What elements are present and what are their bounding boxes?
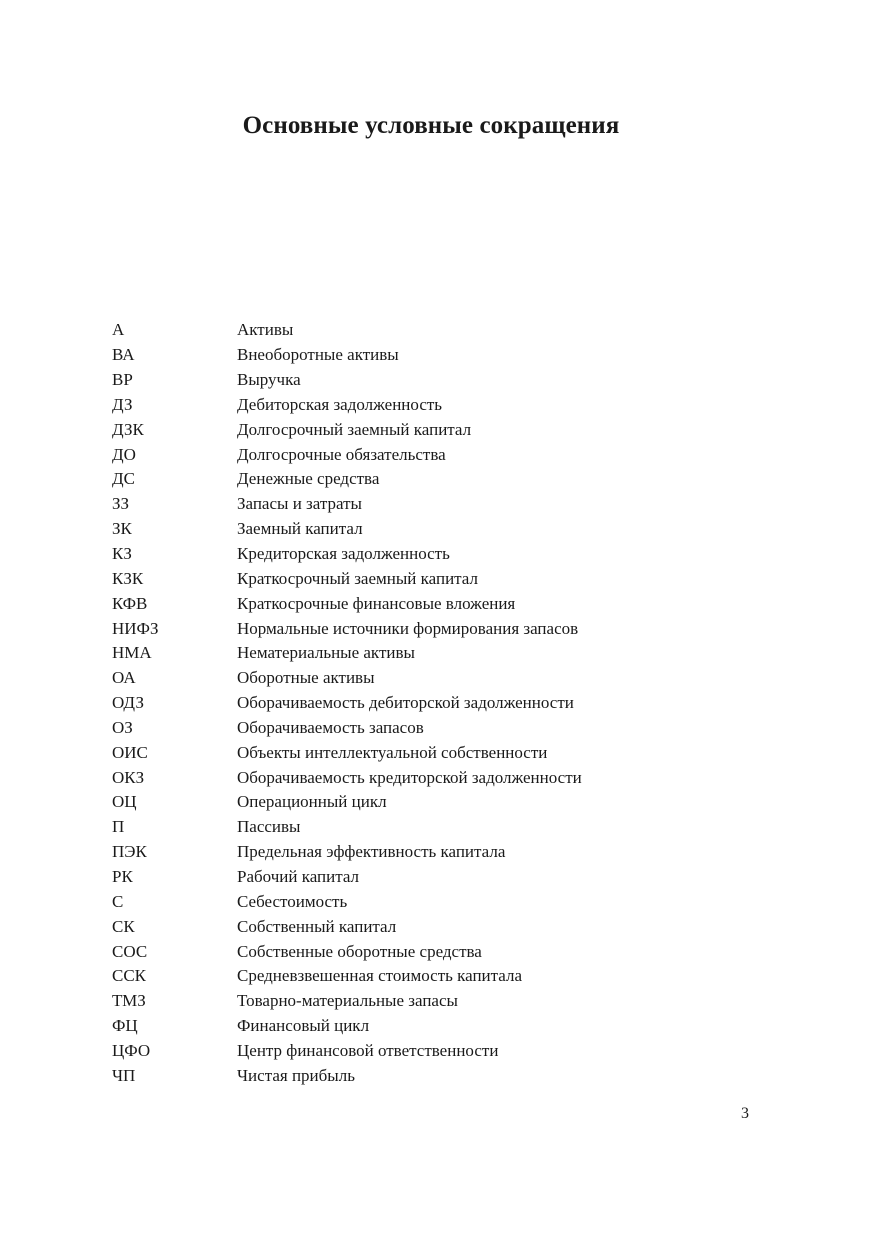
abbreviation-meaning: Денежные средства	[237, 469, 380, 489]
abbreviation-meaning: Собственные оборотные средства	[237, 941, 482, 961]
abbreviation-code: ОИС	[112, 742, 148, 762]
abbreviation-row	[112, 815, 582, 840]
abbreviation-meaning: Оборачиваемость дебиторской задолженности	[237, 693, 574, 713]
abbreviation-meaning: Себестоимость	[237, 891, 348, 911]
abbreviation-code: ЧП	[112, 1065, 136, 1085]
abbreviation-code: ДС	[112, 469, 135, 489]
abbreviation-row	[112, 790, 582, 815]
abbreviation-code: ФЦ	[112, 1016, 138, 1036]
abbreviation-code: НИФЗ	[112, 618, 159, 638]
abbreviation-code: ВА	[112, 345, 135, 365]
abbreviation-row	[112, 716, 582, 741]
abbreviation-code: СОС	[112, 941, 148, 961]
abbreviation-meaning: Краткосрочные финансовые вложения	[237, 593, 516, 613]
page-number: 3	[741, 1105, 749, 1122]
abbreviation-row	[112, 889, 582, 914]
abbreviation-meaning: Объекты интеллектуальной собственности	[237, 742, 548, 762]
abbreviation-row	[112, 566, 582, 591]
abbreviation-code: ОКЗ	[112, 767, 145, 787]
abbreviation-meaning: Оборачиваемость запасов	[237, 717, 424, 737]
abbreviation-row	[112, 765, 582, 790]
abbreviation-code: КЗ	[112, 544, 132, 564]
abbreviation-row	[112, 393, 582, 418]
abbreviation-list	[112, 318, 582, 1088]
abbreviation-row	[112, 368, 582, 393]
abbreviation-row	[112, 1038, 582, 1063]
abbreviation-row	[112, 616, 582, 641]
page-title: Основные условные сокращения	[242, 112, 620, 139]
abbreviation-code: ВР	[112, 370, 133, 390]
abbreviation-code: КЗК	[112, 568, 144, 588]
abbreviation-row	[112, 542, 582, 567]
abbreviation-row	[112, 914, 582, 939]
abbreviation-meaning: Заемный капитал	[237, 519, 363, 539]
abbreviation-code: ЗК	[112, 519, 132, 539]
abbreviation-meaning: Рабочий капитал	[237, 866, 360, 886]
abbreviation-code: С	[112, 891, 124, 911]
abbreviation-row	[112, 865, 582, 890]
abbreviation-code: ЗЗ	[112, 494, 130, 514]
abbreviation-row	[112, 666, 582, 691]
abbreviation-meaning: Нормальные источники формирования запасов	[237, 618, 579, 638]
abbreviation-code: А	[112, 320, 125, 340]
abbreviation-row	[112, 989, 582, 1014]
abbreviation-meaning: Долгосрочные обязательства	[237, 444, 446, 464]
abbreviation-row	[112, 467, 582, 492]
abbreviation-meaning: Оборотные активы	[237, 668, 375, 688]
abbreviation-code: ОДЗ	[112, 693, 144, 713]
abbreviation-code: ДЗ	[112, 394, 133, 414]
abbreviation-code: РК	[112, 866, 133, 886]
abbreviation-meaning: Товарно-материальные запасы	[237, 991, 458, 1011]
abbreviation-meaning: Долгосрочный заемный капитал	[237, 419, 472, 439]
abbreviation-code: ДЗК	[112, 419, 144, 439]
abbreviation-code: ССК	[112, 966, 147, 986]
abbreviation-meaning: Нематериальные активы	[237, 643, 415, 663]
abbreviation-meaning: Оборачиваемость кредиторской задолженности	[237, 767, 582, 787]
abbreviation-meaning: Чистая прибыль	[237, 1065, 355, 1085]
abbreviation-meaning: Кредиторская задолженность	[237, 544, 450, 564]
abbreviation-meaning: Краткосрочный заемный капитал	[237, 568, 478, 588]
abbreviation-meaning: Запасы и затраты	[237, 494, 362, 514]
abbreviation-meaning: Дебиторская задолженность	[237, 394, 443, 414]
abbreviation-meaning: Предельная эффективность капитала	[237, 842, 506, 862]
abbreviation-meaning: Пассивы	[237, 817, 301, 837]
abbreviation-code: СК	[112, 916, 135, 936]
abbreviation-row	[112, 343, 582, 368]
abbreviation-row	[112, 939, 582, 964]
abbreviation-code: П	[112, 817, 125, 837]
abbreviation-row	[112, 964, 582, 989]
abbreviation-row	[112, 492, 582, 517]
abbreviation-row	[112, 442, 582, 467]
abbreviation-code: ОЗ	[112, 717, 133, 737]
abbreviation-row	[112, 691, 582, 716]
abbreviation-code: ТМЗ	[112, 991, 146, 1011]
abbreviation-meaning: Операционный цикл	[237, 792, 387, 812]
abbreviation-row	[112, 1014, 582, 1039]
abbreviation-code: ДО	[112, 444, 136, 464]
abbreviation-code: ПЭК	[112, 842, 147, 862]
abbreviation-code: ОА	[112, 668, 136, 688]
abbreviation-row	[112, 517, 582, 542]
abbreviation-meaning: Центр финансовой ответственности	[237, 1040, 499, 1060]
abbreviation-code: НМА	[112, 643, 152, 663]
abbreviation-row	[112, 417, 582, 442]
abbreviation-row	[112, 591, 582, 616]
abbreviation-meaning: Выручка	[237, 370, 301, 390]
abbreviation-code: ОЦ	[112, 792, 137, 812]
abbreviation-code: ЦФО	[112, 1040, 151, 1060]
abbreviation-row	[112, 641, 582, 666]
abbreviation-meaning: Собственный капитал	[237, 916, 397, 936]
abbreviation-row	[112, 840, 582, 865]
abbreviation-code: КФВ	[112, 593, 148, 613]
abbreviation-meaning: Средневзвешенная стоимость капитала	[237, 966, 522, 986]
abbreviation-meaning: Финансовый цикл	[237, 1016, 370, 1036]
abbreviation-meaning: Активы	[237, 320, 294, 340]
abbreviation-meaning: Внеоборотные активы	[237, 345, 399, 365]
abbreviation-row	[112, 1063, 582, 1088]
abbreviation-row	[112, 740, 582, 765]
abbreviation-row	[112, 318, 582, 343]
